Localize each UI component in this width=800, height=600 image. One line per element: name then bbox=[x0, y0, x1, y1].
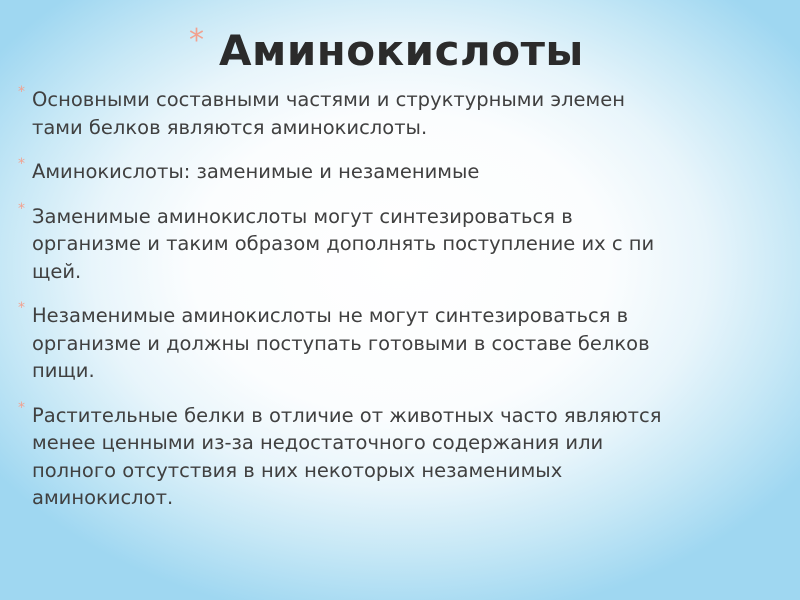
bullet-star-icon: * bbox=[18, 300, 25, 316]
bullet-line: полного отсутствия в них некоторых незаменимых bbox=[32, 458, 563, 482]
bullet-line: тами белков являются аминокислоты. bbox=[32, 115, 428, 139]
bullet-list bbox=[18, 86, 788, 512]
bullet-star-icon: * bbox=[18, 399, 25, 416]
bullet-line: Основными составными частями и структурными элемен bbox=[32, 88, 626, 111]
bullet-line: организме и должны поступать готовыми в составе белков bbox=[32, 331, 650, 355]
bullet-star-icon: * bbox=[18, 156, 25, 172]
page-title: Аминокислоты bbox=[219, 26, 584, 75]
bullet-line: Растительные белки в отличие от животных часто являются bbox=[32, 403, 662, 427]
title-bullet-star-icon: * bbox=[189, 23, 204, 58]
bullet-line: Незаменимые аминокислоты не могут синтезироваться в bbox=[32, 304, 629, 327]
bullet-line: Аминокислоты: заменимые и незаменимые bbox=[32, 160, 480, 183]
bullet-line: менее ценными из-за недостаточного содержания или bbox=[32, 431, 604, 454]
bullet-line: пищи. bbox=[32, 359, 95, 382]
bullet-star-icon: * bbox=[18, 200, 25, 217]
bullet-line: организме и таким образом дополнять поступление их с пи bbox=[32, 232, 655, 255]
bullet-line: аминокислот. bbox=[32, 486, 174, 509]
bullet-line: Заменимые аминокислоты могут синтезироваться в bbox=[32, 204, 573, 228]
bullet-item bbox=[18, 399, 788, 512]
bullet-item bbox=[18, 302, 788, 385]
bullet-item bbox=[18, 200, 788, 286]
bullet-item bbox=[18, 158, 788, 186]
bullet-line: щей. bbox=[32, 259, 82, 283]
bullet-star-icon: * bbox=[18, 84, 25, 100]
bullet-item bbox=[18, 86, 788, 141]
